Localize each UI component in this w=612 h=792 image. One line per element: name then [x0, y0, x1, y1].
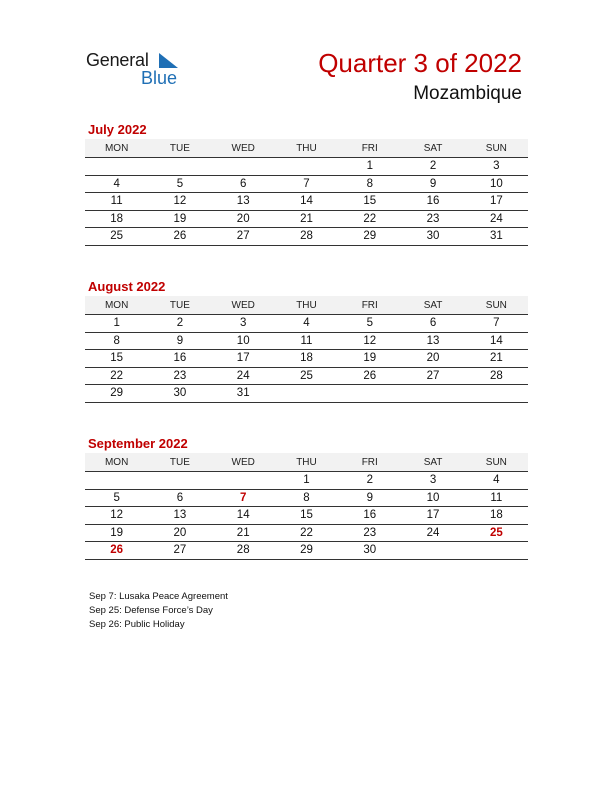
- day-cell: 10: [212, 332, 275, 350]
- holiday-item: Sep 25: Defense Force’s Day: [89, 605, 213, 616]
- weekday-header: THU: [275, 296, 338, 315]
- day-cell: 28: [275, 228, 338, 246]
- day-cell: 20: [401, 350, 464, 368]
- month-september: [85, 435, 528, 560]
- day-cell: 25: [275, 367, 338, 385]
- weekday-header: FRI: [338, 296, 401, 315]
- weekday-header: MON: [85, 139, 148, 158]
- weekday-header: THU: [275, 139, 338, 158]
- day-cell: 7: [275, 175, 338, 193]
- day-cell: 9: [148, 332, 211, 350]
- day-cell: [148, 472, 211, 490]
- day-cell: 20: [148, 524, 211, 542]
- country-name: Mozambique: [413, 83, 522, 104]
- day-cell: 7: [465, 315, 528, 333]
- day-cell: 15: [275, 507, 338, 525]
- day-cell: 27: [401, 367, 464, 385]
- day-cell: 24: [401, 524, 464, 542]
- day-cell: [212, 158, 275, 176]
- day-cell: 27: [212, 228, 275, 246]
- day-cell: [401, 385, 464, 403]
- week-row: [85, 228, 528, 246]
- day-cell: 3: [401, 472, 464, 490]
- week-row: [85, 542, 528, 560]
- day-cell: [465, 385, 528, 403]
- day-cell: 8: [85, 332, 148, 350]
- logo-text-blue: Blue: [141, 68, 178, 88]
- holiday-item: Sep 7: Lusaka Peace Agreement: [89, 591, 228, 602]
- weekday-header: SUN: [465, 453, 528, 472]
- day-cell: 18: [85, 210, 148, 228]
- day-cell: 10: [465, 175, 528, 193]
- day-cell: 28: [465, 367, 528, 385]
- day-cell: 30: [148, 385, 211, 403]
- weekday-header: WED: [212, 296, 275, 315]
- week-row: [85, 193, 528, 211]
- weekday-header: SAT: [401, 453, 464, 472]
- day-cell: 2: [401, 158, 464, 176]
- month-title: August 2022: [88, 279, 166, 294]
- week-row: [85, 385, 528, 403]
- day-cell: 25: [85, 228, 148, 246]
- day-cell: 15: [85, 350, 148, 368]
- calendar-table: [85, 296, 528, 403]
- day-cell: 8: [338, 175, 401, 193]
- day-cell: 1: [338, 158, 401, 176]
- day-cell: 1: [275, 472, 338, 490]
- day-cell: 14: [212, 507, 275, 525]
- week-row: [85, 175, 528, 193]
- day-cell: 2: [148, 315, 211, 333]
- week-row: [85, 472, 528, 490]
- day-cell: 18: [465, 507, 528, 525]
- day-cell: 26: [338, 367, 401, 385]
- calendar-table: [85, 453, 528, 560]
- weekday-header: MON: [85, 453, 148, 472]
- day-cell: 27: [148, 542, 211, 560]
- day-cell: 4: [85, 175, 148, 193]
- day-cell: 14: [275, 193, 338, 211]
- day-cell: 3: [465, 158, 528, 176]
- day-cell: 5: [338, 315, 401, 333]
- day-cell: 19: [148, 210, 211, 228]
- day-cell: 1: [85, 315, 148, 333]
- day-cell: 16: [148, 350, 211, 368]
- day-cell: 17: [401, 507, 464, 525]
- weekday-header: MON: [85, 296, 148, 315]
- day-cell: 30: [338, 542, 401, 560]
- day-cell: 31: [212, 385, 275, 403]
- day-cell: 2: [338, 472, 401, 490]
- day-cell: 19: [85, 524, 148, 542]
- day-cell: [275, 158, 338, 176]
- day-cell: [401, 542, 464, 560]
- week-row: [85, 489, 528, 507]
- weekday-header: SAT: [401, 296, 464, 315]
- logo: [86, 50, 196, 92]
- day-cell: 6: [148, 489, 211, 507]
- month-july: [85, 121, 528, 246]
- day-cell: 28: [212, 542, 275, 560]
- day-cell: 9: [401, 175, 464, 193]
- day-cell: 5: [148, 175, 211, 193]
- week-row: [85, 315, 528, 333]
- logo-triangle-icon: [157, 53, 179, 69]
- day-cell: 16: [338, 507, 401, 525]
- day-cell: 6: [401, 315, 464, 333]
- day-cell: 23: [338, 524, 401, 542]
- day-cell: 11: [465, 489, 528, 507]
- day-cell: 24: [212, 367, 275, 385]
- day-cell: 3: [212, 315, 275, 333]
- calendar-table: [85, 139, 528, 246]
- day-cell: [465, 542, 528, 560]
- day-cell: 23: [401, 210, 464, 228]
- day-cell: [275, 385, 338, 403]
- day-cell: 25: [465, 524, 528, 542]
- day-cell: 21: [465, 350, 528, 368]
- month-title: September 2022: [88, 436, 188, 451]
- day-cell: 14: [465, 332, 528, 350]
- weekday-header: WED: [212, 453, 275, 472]
- day-cell: [85, 472, 148, 490]
- week-row: [85, 210, 528, 228]
- day-cell: 15: [338, 193, 401, 211]
- day-cell: 17: [465, 193, 528, 211]
- day-cell: 21: [212, 524, 275, 542]
- day-cell: 22: [85, 367, 148, 385]
- holiday-item: Sep 26: Public Holiday: [89, 619, 185, 630]
- day-cell: 21: [275, 210, 338, 228]
- day-cell: 26: [85, 542, 148, 560]
- day-cell: 13: [148, 507, 211, 525]
- day-cell: 4: [275, 315, 338, 333]
- weekday-header: SUN: [465, 139, 528, 158]
- day-cell: [338, 385, 401, 403]
- day-cell: [212, 472, 275, 490]
- day-cell: 29: [338, 228, 401, 246]
- day-cell: 12: [85, 507, 148, 525]
- day-cell: 29: [275, 542, 338, 560]
- week-row: [85, 507, 528, 525]
- weekday-header-row: [85, 296, 528, 315]
- day-cell: 6: [212, 175, 275, 193]
- holiday-list: [89, 590, 228, 632]
- weekday-header: SAT: [401, 139, 464, 158]
- day-cell: 7: [212, 489, 275, 507]
- weekday-header: TUE: [148, 453, 211, 472]
- day-cell: 31: [465, 228, 528, 246]
- day-cell: 11: [85, 193, 148, 211]
- day-cell: 5: [85, 489, 148, 507]
- month-august: [85, 278, 528, 403]
- weekday-header-row: [85, 139, 528, 158]
- day-cell: [148, 158, 211, 176]
- day-cell: 10: [401, 489, 464, 507]
- day-cell: 30: [401, 228, 464, 246]
- page-title: Quarter 3 of 2022: [318, 48, 522, 78]
- weekday-header: THU: [275, 453, 338, 472]
- day-cell: 13: [212, 193, 275, 211]
- day-cell: 29: [85, 385, 148, 403]
- weekday-header: SUN: [465, 296, 528, 315]
- day-cell: 8: [275, 489, 338, 507]
- week-row: [85, 350, 528, 368]
- weekday-header: TUE: [148, 296, 211, 315]
- day-cell: 22: [338, 210, 401, 228]
- day-cell: 13: [401, 332, 464, 350]
- day-cell: 16: [401, 193, 464, 211]
- week-row: [85, 524, 528, 542]
- month-title: July 2022: [88, 122, 147, 137]
- weekday-header: TUE: [148, 139, 211, 158]
- day-cell: 18: [275, 350, 338, 368]
- weekday-header: WED: [212, 139, 275, 158]
- weekday-header-row: [85, 453, 528, 472]
- day-cell: 20: [212, 210, 275, 228]
- day-cell: 19: [338, 350, 401, 368]
- weekday-header: FRI: [338, 139, 401, 158]
- day-cell: 22: [275, 524, 338, 542]
- day-cell: 4: [465, 472, 528, 490]
- day-cell: 17: [212, 350, 275, 368]
- week-row: [85, 367, 528, 385]
- day-cell: 11: [275, 332, 338, 350]
- day-cell: 23: [148, 367, 211, 385]
- day-cell: 26: [148, 228, 211, 246]
- day-cell: 12: [338, 332, 401, 350]
- week-row: [85, 158, 528, 176]
- weekday-header: FRI: [338, 453, 401, 472]
- day-cell: 12: [148, 193, 211, 211]
- logo-text-general: General: [86, 50, 149, 70]
- day-cell: 24: [465, 210, 528, 228]
- day-cell: 9: [338, 489, 401, 507]
- week-row: [85, 332, 528, 350]
- day-cell: [85, 158, 148, 176]
